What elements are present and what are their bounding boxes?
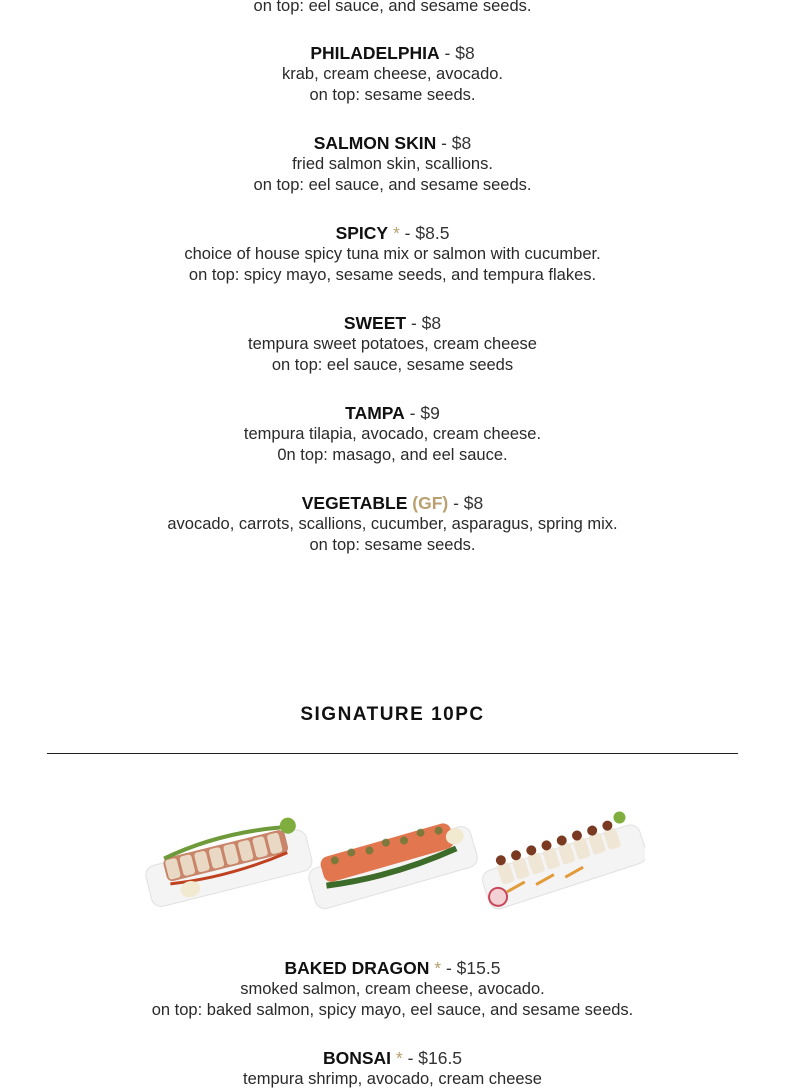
menu-item-name: BONSAI: [322, 1048, 391, 1068]
menu-item-title: [0, 313, 785, 334]
menu-item-name: BAKED DRAGON: [284, 958, 430, 978]
spicy-marker-icon: *: [395, 1048, 403, 1068]
menu-item-ingredients: krab, cream cheese, avocado.: [281, 65, 504, 83]
spicy-marker-icon: *: [392, 223, 400, 243]
menu-item-price: - $15.5: [445, 958, 501, 978]
menu-item-name: TAMPA: [345, 403, 405, 423]
menu-item-name: SWEET: [343, 313, 407, 333]
gluten-free-badge: (GF): [412, 493, 449, 513]
menu-item-toppings: on top: baked salmon, spicy mayo, eel sauce, and sesame seeds.: [151, 1001, 634, 1019]
menu-item-title: [0, 223, 785, 244]
section-divider: [47, 753, 738, 754]
menu-item-sweet: [0, 313, 785, 376]
menu-item-title: [0, 1048, 785, 1069]
menu-item-ingredients: smoked salmon, cream cheese, avocado.: [240, 980, 545, 998]
menu-item-title: [0, 403, 785, 424]
signature-rolls-photo: [135, 788, 645, 918]
menu-item-title: [0, 493, 785, 514]
menu-item-toppings: on top: sesame seeds.: [309, 86, 476, 104]
menu-item-tampa: [0, 403, 785, 466]
menu-item-ingredients: fried salmon skin, scallions.: [292, 155, 493, 173]
menu-item-baked-dragon: [0, 958, 785, 1021]
menu-item-ingredients: tempura shrimp, avocado, cream cheese: [243, 1070, 542, 1088]
sushi-plate-1: [140, 814, 314, 908]
menu-item-name: VEGETABLE: [301, 493, 408, 513]
menu-item-title: [0, 958, 785, 979]
menu-item-title: [0, 133, 785, 154]
menu-item-price: - $8: [410, 313, 442, 333]
sushi-plates-illustration: [135, 788, 645, 918]
menu-item-price: - $9: [409, 403, 440, 423]
menu-item-toppings: on top: sesame seeds.: [309, 536, 476, 554]
menu-item-toppings: 0n top: masago, and eel sauce.: [277, 446, 508, 464]
menu-item-salmon-skin: [0, 133, 785, 196]
menu-item-ingredients: tempura sweet potatoes, cream cheese: [248, 335, 537, 353]
spicy-marker-icon: *: [434, 958, 442, 978]
menu-item-name: SPICY: [335, 223, 389, 243]
sushi-plate-2: [304, 816, 480, 911]
menu-item-price: - $8.5: [404, 223, 450, 243]
menu-item-price: - $8: [453, 493, 484, 513]
menu-item-vegetable: [0, 493, 785, 556]
menu-item-name: PHILADELPHIA: [310, 43, 440, 63]
menu-item-price: - $8: [444, 43, 475, 63]
menu-item-ingredients: tempura tilapia, avocado, cream cheese.: [243, 425, 542, 443]
menu-item-toppings: on top: eel sauce, and sesame seeds.: [253, 176, 532, 194]
menu-item-bonsai: [0, 1048, 785, 1090]
menu-item-description-fragment: on top: eel sauce, and sesame seeds.: [253, 0, 532, 15]
menu-item-price: - $16.5: [407, 1048, 463, 1068]
menu-item-philadelphia: [0, 43, 785, 106]
menu-item-name: SALMON SKIN: [313, 133, 437, 153]
sushi-plate-3: [475, 807, 645, 911]
menu-item-price: - $8: [441, 133, 472, 153]
menu-item-toppings: on top: spicy mayo, sesame seeds, and tempura flakes.: [188, 266, 597, 284]
menu-item-spicy: [0, 223, 785, 286]
menu-item-ingredients: choice of house spicy tuna mix or salmon with cucumber.: [184, 245, 601, 263]
menu-item-title: [0, 43, 785, 64]
menu-item-ingredients: avocado, carrots, scallions, cucumber, asparagus, spring mix.: [167, 515, 618, 533]
menu-item-toppings: on top: eel sauce, sesame seeds: [271, 356, 514, 374]
section-title: SIGNATURE 10PC: [300, 704, 485, 725]
